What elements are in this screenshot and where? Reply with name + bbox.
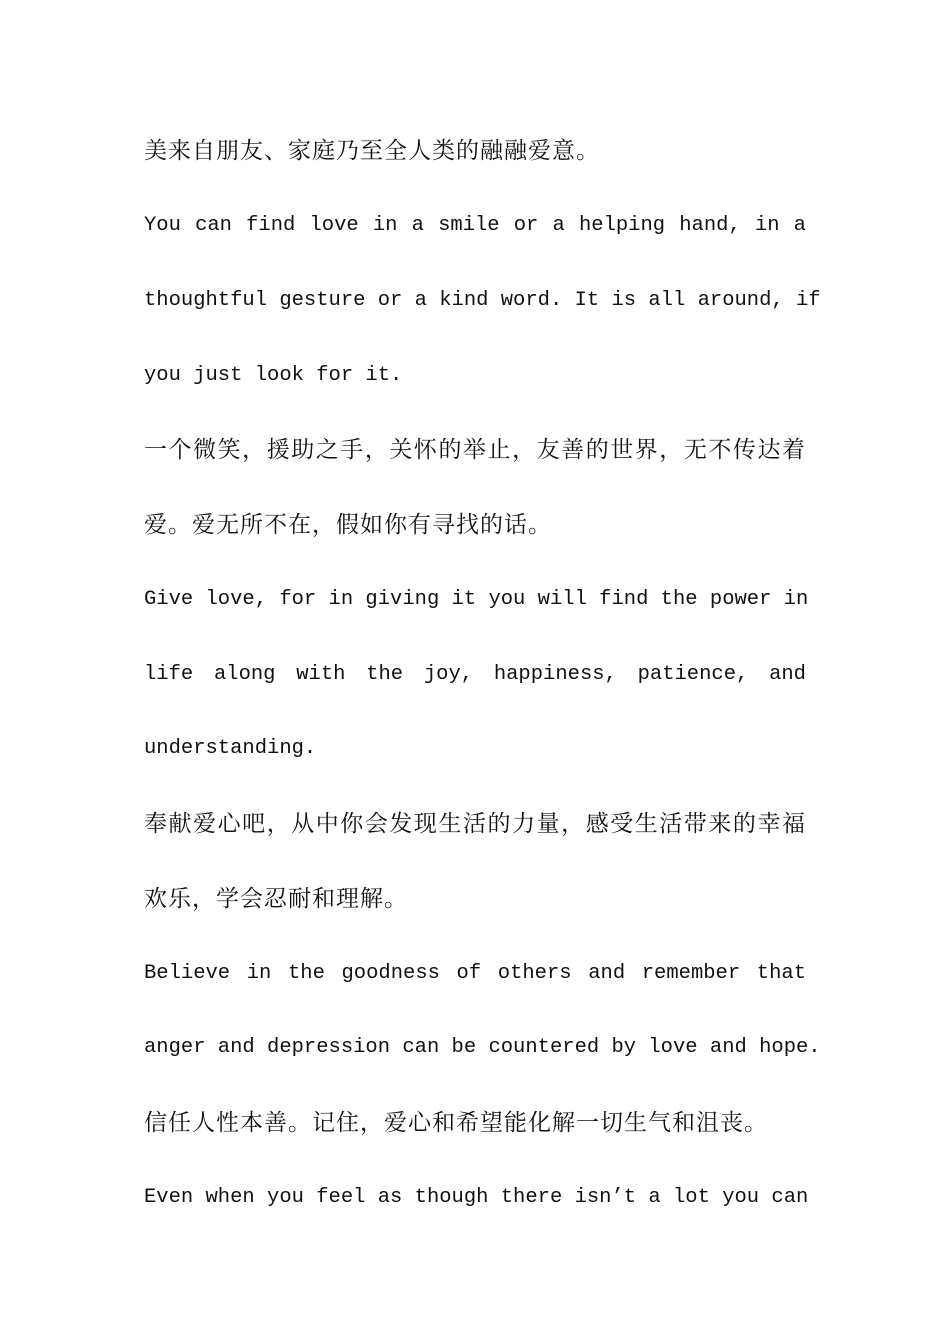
text-line-english: Believe in the goodness of others and remember that	[144, 962, 806, 985]
text-line-english: You can find love in a smile or a helping hand, in a	[144, 214, 806, 237]
text-line-chinese: 美来自朋友、家庭乃至全人类的融融爱意。	[144, 138, 600, 164]
text-line-english: you just look for it.	[144, 364, 403, 387]
text-line-english: thoughtful gesture or a kind word. It is all around, if	[144, 289, 821, 312]
text-line-english: Even when you feel as though there isn’t a lot you can	[144, 1186, 809, 1209]
text-line-chinese: 一个微笑，援助之手，关怀的举止，友善的世界，无不传达着	[144, 437, 806, 463]
text-line-chinese: 奉献爱心吧，从中你会发现生活的力量，感受生活带来的幸福	[144, 811, 806, 837]
text-line-english: Give love, for in giving it you will find the power in	[144, 588, 809, 611]
text-line-english: life along with the joy, happiness, patience, and	[144, 663, 806, 686]
text-line-chinese: 信任人性本善。记住，爱心和希望能化解一切生气和沮丧。	[144, 1110, 768, 1136]
text-line-english: understanding.	[144, 737, 317, 760]
text-line-english: anger and depression can be countered by love and hope.	[144, 1036, 821, 1059]
text-line-chinese: 欢乐，学会忍耐和理解。	[144, 886, 408, 912]
text-line-chinese: 爱。爱无所不在，假如你有寻找的话。	[144, 512, 552, 538]
